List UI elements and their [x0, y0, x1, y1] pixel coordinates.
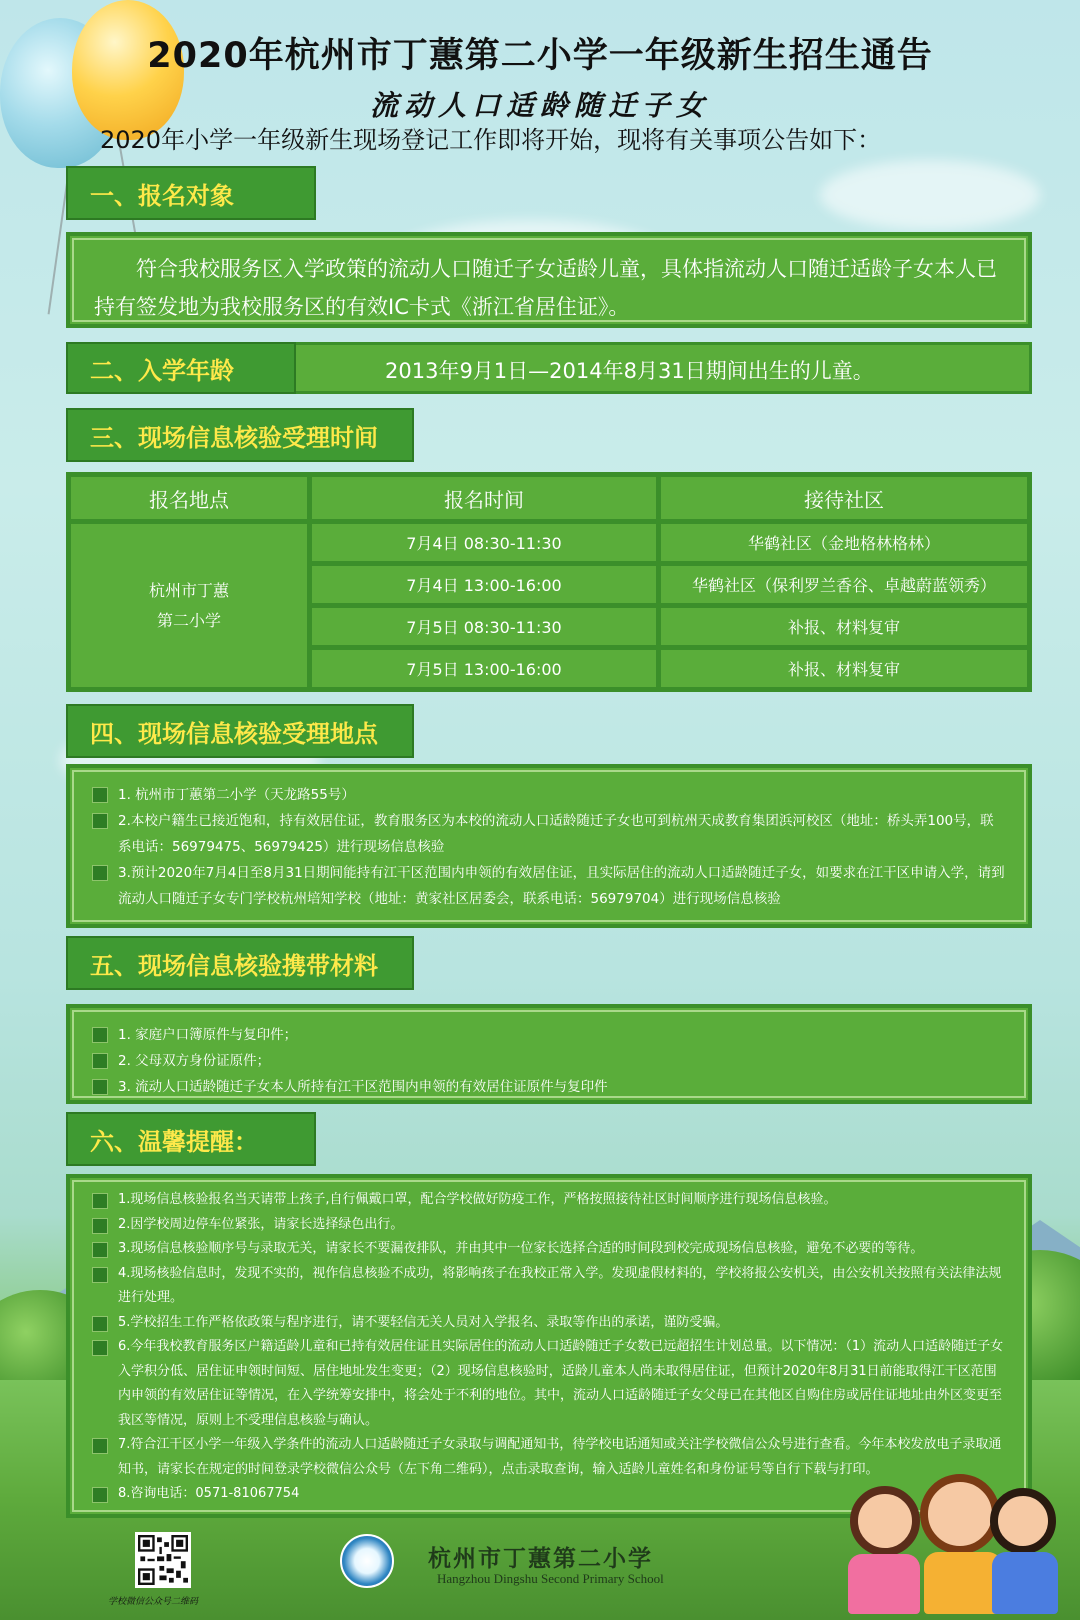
list-item — [92, 808, 1006, 860]
list-item-text: 1.现场信息核验报名当天请带上孩子,自行佩戴口罩，配合学校做好防疫工作，严格按照接待社区时间顺序进行现场信息核验。 — [118, 1192, 837, 1207]
list-item-text: 2.本校户籍生已接近饱和，持有效居住证，教育服务区为本校的流动人口适龄随迁子女也可到杭州天成教育集团浜河校区（地址：桥头弄100号，联系电话：56979475、56979425）进行现场信息核验 — [118, 813, 994, 855]
bullet-square-icon — [92, 865, 108, 881]
children-illustration — [820, 1466, 1070, 1616]
section-heading-eligibility: 一、报名对象 — [66, 166, 316, 220]
schedule-table — [66, 472, 1032, 692]
section-heading-age: 二、入学年龄 — [66, 342, 296, 394]
list-item-text: 1. 杭州市丁蕙第二小学（天龙路55号） — [118, 787, 355, 803]
list-item-text: 2.因学校周边停车位紧张，请家长选择绿色出行。 — [118, 1216, 404, 1232]
time-cell: 7月5日 08:30-11:30 — [312, 608, 656, 645]
list-item-text: 5.学校招生工作严格依政策与程序进行，请不要轻信无关人员对入学报名、录取等作出的承诺，谨防受骗。 — [118, 1314, 729, 1330]
list-item — [92, 1311, 1006, 1336]
bullet-square-icon — [92, 1487, 108, 1503]
community-cell: 华鹤社区（保利罗兰香谷、卓越蔚蓝领秀） — [661, 566, 1027, 603]
location-list — [66, 764, 1032, 928]
list-item-text: 3.现场信息核验顺序号与录取无关，请家长不要漏夜排队，并由其中一位家长选择合适的时间段到校完成现场信息核验，避免不必要的等待。 — [118, 1241, 924, 1256]
bullet-square-icon — [92, 813, 108, 829]
page-subtitle: 流动人口适龄随迁子女 — [369, 89, 710, 122]
eligibility-box — [66, 232, 1032, 328]
col-header-community: 接待社区 — [661, 477, 1027, 519]
location-line: 第二小学 — [156, 610, 221, 630]
age-text: 2013年9月1日—2014年8月31日期间出生的儿童。 — [385, 359, 874, 383]
time-cell: 7月4日 13:00-16:00 — [312, 566, 656, 603]
time-cell: 7月5日 13:00-16:00 — [312, 650, 656, 687]
bullet-square-icon — [92, 1053, 108, 1069]
header — [0, 28, 1080, 124]
qr-code-icon[interactable] — [135, 1532, 191, 1588]
list-item — [92, 1213, 1006, 1238]
list-item — [92, 782, 1006, 808]
school-name-en: Hangzhou Dingshu Second Primary School — [437, 1571, 664, 1586]
table-row — [71, 524, 1027, 561]
col-header-time: 报名时间 — [312, 477, 656, 519]
bullet-square-icon — [92, 1079, 108, 1095]
bullet-square-icon — [92, 1316, 108, 1332]
school-name-cn: 杭州市丁蕙第二小学 — [428, 1545, 653, 1572]
list-item — [92, 1048, 1006, 1074]
list-item-text: 2. 父母双方身份证原件； — [118, 1053, 271, 1069]
section-heading-location: 四、现场信息核验受理地点 — [66, 704, 414, 758]
list-item — [92, 1022, 1006, 1048]
page-title: 2020年杭州市丁蕙第二小学一年级新生招生通告 — [147, 36, 933, 76]
location-cell — [71, 524, 307, 687]
eligibility-text: 符合我校服务区入学政策的流动人口随迁子女适龄儿童，具体指流动人口随迁适龄子女本人已持有签发地为我校服务区的有效IC卡式《浙江省居住证》。 — [94, 257, 997, 319]
community-cell: 补报、材料复审 — [661, 608, 1027, 645]
list-item — [92, 1262, 1006, 1311]
location-line: 杭州市丁蕙 — [148, 580, 229, 600]
bullet-square-icon — [92, 1438, 108, 1454]
community-cell: 补报、材料复审 — [661, 650, 1027, 687]
list-item-text: 4.现场核验信息时，发现不实的，视作信息核验不成功，将影响孩子在我校正常入学。发现虚假材料的，学校将报公安机关，由公安机关按照有关法律法规进行处理。 — [118, 1265, 1002, 1305]
list-item — [92, 1335, 1006, 1433]
list-item — [92, 1188, 1006, 1213]
section-heading-time: 三、现场信息核验受理时间 — [66, 408, 414, 462]
bullet-square-icon — [92, 1242, 108, 1258]
list-item-text: 6.今年我校教育服务区户籍适龄儿童和已持有效居住证且实际居住的流动人口适龄随迁子女数已远超招生计划总量。以下情况：（1）流动人口适龄随迁子女入学积分低、居住证申领时间短、居住地址发生变更；（2）现场信息核验时，适龄儿童本人尚未取得居住证，但预计2020年8月31日前能取得江干区范围内申领的有效居住证等情况，在入学统筹安排中，将会处于不利的地位。其中，流动人口适龄随迁子女父母已在其他区自购住房或居住证地址由外区变更至我区等情况，原则上不受理信息核验与确认。 — [118, 1339, 1004, 1428]
bullet-square-icon — [92, 1218, 108, 1234]
school-logo — [340, 1534, 394, 1588]
col-header-location: 报名地点 — [71, 477, 307, 519]
list-item-text: 3. 流动人口适龄随迁子女本人所持有江干区范围内申领的有效居住证原件与复印件 — [118, 1079, 608, 1095]
list-item-text: 8.咨询电话：0571-81067754 — [118, 1486, 300, 1501]
list-item-text: 1. 家庭户口簿原件与复印件； — [118, 1027, 298, 1043]
list-item — [92, 860, 1006, 912]
list-item-text: 3.预计2020年7月4日至8月31日期间能持有江干区范围内申领的有效居住证，且实际居住的流动人口适龄随迁子女，如要求在江干区申请入学，请到流动人口随迁子女专门学校杭州培知学校（地址：黄家社区居委会，联系电话：56979704）进行现场信息核验 — [118, 865, 1005, 907]
bullet-square-icon — [92, 1193, 108, 1209]
section-heading-materials: 五、现场信息核验携带材料 — [66, 936, 414, 990]
list-item — [92, 1237, 1006, 1262]
section-heading-reminders: 六、温馨提醒： — [66, 1112, 316, 1166]
list-item-text: 7.符合江干区小学一年级入学条件的流动人口适龄随迁子女录取与调配通知书，待学校电话通知或关注学校微信公众号进行查看。今年本校发放电子录取通知书，请家长在规定的时间登录学校微信公众号（左下角二维码），点击录取查询，输入适龄儿童姓名和身份证号等自行下载与打印。 — [118, 1437, 1002, 1477]
table-header-row — [71, 477, 1027, 519]
community-cell: 华鹤社区（金地格林格林） — [661, 524, 1027, 561]
qr-caption: 学校微信公众号二维码 — [108, 1597, 199, 1607]
bullet-square-icon — [92, 1027, 108, 1043]
bullet-square-icon — [92, 1267, 108, 1283]
intro-text: 2020年小学一年级新生现场登记工作即将开始，现将有关事项公告如下： — [100, 126, 882, 154]
bullet-square-icon — [92, 1340, 108, 1356]
time-cell: 7月4日 08:30-11:30 — [312, 524, 656, 561]
list-item — [92, 1074, 1006, 1100]
bullet-square-icon — [92, 787, 108, 803]
materials-list — [66, 1004, 1032, 1104]
